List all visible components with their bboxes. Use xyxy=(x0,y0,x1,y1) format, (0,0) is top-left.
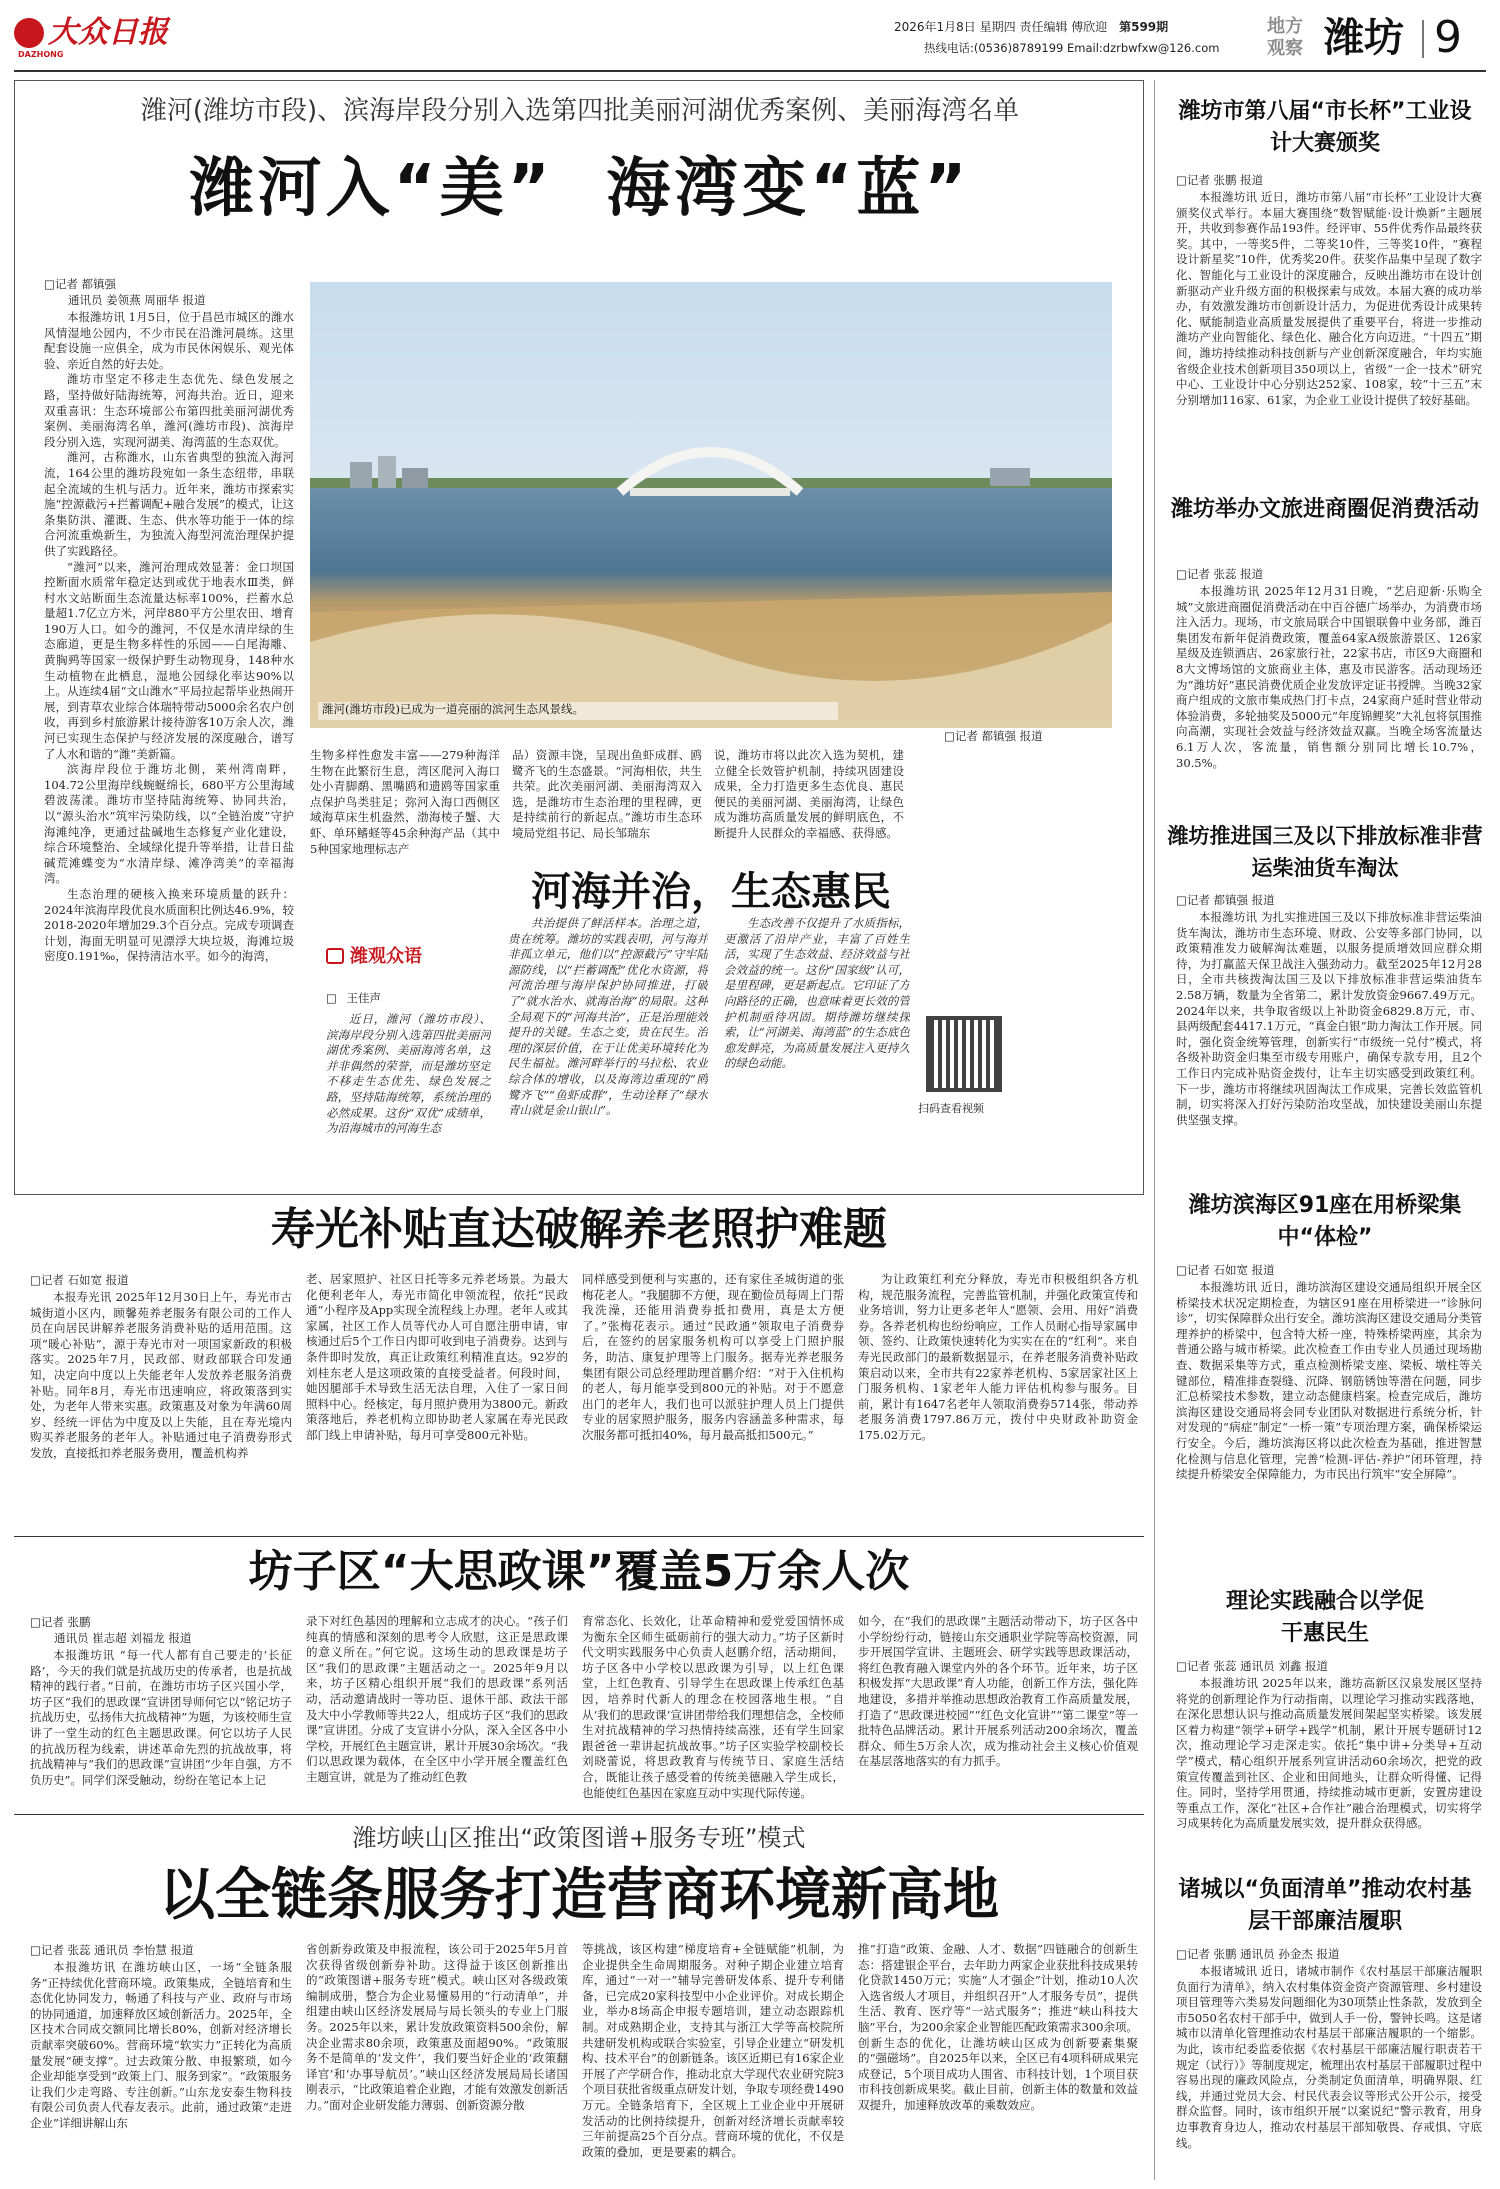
article4-col3-text: 等挑战，该区构建“梯度培育+全链赋能”机制，为企业提供全生命周期服务。对种子期企业建立培育库，通过“一对一”辅导完善研发体系、提升专利储备，已完成20家科技型中小企业评价。对成长期企业，举办8场高企申报专题培训，建立动态跟踪机制。对成熟期企业，支持其与浙江大学等高校院所共建研发机构或联合实验室，引导企业建立“研发机构、技术平台”的创新链条。该区近期已有16家企业开展了产学研合作，推动北京大学现代农业研究院3个项目获批省级重点研发计划，争取专项经费1490万元。全链条培育下，全区规上工业企业中开展研发活动的比例持续提升，创新对经济增长贡献率较三年前提高25个百分点。营商环境的优化，不仅是政策的叠加，更是要素的耦合。 xyxy=(582,1942,844,2159)
comment-tag-label: 潍观众语 xyxy=(350,946,422,967)
photo-caption: 潍河(潍坊市段)已成为一道亮丽的滨河生态风景线。 xyxy=(318,702,838,720)
sidebar-divider xyxy=(1154,80,1155,2180)
contact-line: 热线电话:(0536)8789199 Email:dzrbwfxw@126.com xyxy=(924,41,1220,55)
side3-byline: □记者 都镇强 报道 xyxy=(1176,893,1275,907)
main-col1-p6: 生态治理的硬核入换来环境质量的跃升：2024年滨海岸段优良水质面积比例达46.9%，较2018-2020年增加29.3个百分点。完成专项调查计划，海面无明显可见漂浮大块垃圾，海滩垃圾密度0.191‰，保持清洁水平。如今的海湾， xyxy=(44,886,294,964)
city-name: 潍坊 xyxy=(1324,15,1404,61)
side3-text: 本报潍坊讯 为扎实推进国三及以下排放标准非营运柴油货车淘汰，潍坊市生态环境、财政、公安等多部门协同，以政策精准发力破解淘汰难题，以服务提质增效回应群众期待，为打赢蓝天保卫战注入强劲动力。截至2025年12月28日，全市共核拨淘汰国三及以下排放标准非营运柴油货车2.58万辆，数量为全省第二，累计发放资金9667.49万元。2024年以来，共争取省级以上补助资金6829.8万元，市、县两级配套4417.1万元，“真金白银”助力淘汰工作开展。同时，强化资金统筹管理，创新实行“市级统一兑付”模式，将各级补助资金归集至市级专用账户，确保专款专用，且2个工作日内完成补贴资金拨付，让车主切实感受到政策红利。下一步，潍坊市将继续巩固淘汰工作成果，完善长效监管机制，切实将深入打好污染防治攻坚战，加快建设美丽山东提供坚强支撑。 xyxy=(1176,910,1482,1127)
article3-col3 xyxy=(582,1614,844,1808)
article4-col1-text: 本报潍坊讯 在潍坊峡山区，一场“全链条服务”正持续优化营商环境。政策集成，全链培育和生态优化协同发力，畅通了科技与产业、政府与市场的协同通道，加速释放区域创新活力。2025年，全区技术合同成交额同比增长80%，创新对经济增长贡献率突破60%。营商环境“软实力”正转化为高质量发展“硬支撑”。过去政策分散、申报繁琐，如今企业却能享受到“政策上门、服务到家”。“政策服务让我们少走弯路、专注创新。”山东龙安泰生物科技有限公司负责人代春友表示。此前，通过政策“走进企业”详细讲解山东 xyxy=(30,1960,292,2130)
article3-col1-text: 本报潍坊讯 “每一代人都有自己要走的‘长征路’，今天的我们就是抗战历史的传承者，也是抗战精神的践行者。”日前，在潍坊市坊子区兴国小学，坊子区“我们的思政课”宣讲团导师何它以“铭记坊子抗战历史，弘扬伟大抗战精神”为题，为该校师生宣讲了一堂生动的红色主题思政课。何它以坊子人民的抗战历程为线索，讲述革命先烈的抗战故事，将抗战精神与“我们的思政课”宣讲团“少年自强，方不负历史”。同学们深受触动，纷纷在笔记本上记 xyxy=(30,1648,292,1787)
main-under-col3 xyxy=(714,748,904,858)
side4-byline: □记者 石如宽 报道 xyxy=(1176,1263,1275,1277)
side1-body xyxy=(1176,190,1482,492)
comment-author-name: 王佳声 xyxy=(346,991,382,1005)
article2-col1 xyxy=(30,1290,292,1530)
main-col1-p5: 滨海岸段位于潍坊北侧，莱州湾南畔，104.72公里海岸线蜿蜒绵长，680平方公里海域碧波荡漾。潍坊市坚持陆海统筹、协同共治，以“源头治水”筑牢污染防线，以“全链治废”守护海滩纯净，更通过盐碱地生态修复产业化建设，综合环境整治、全域绿化提升等举措，让昔日盐碱荒滩蝶变为“水清岸绿、滩净湾美”的幸福海湾。 xyxy=(44,762,294,886)
article3-headline: 坊子区“大思政课”覆盖5万余人次 xyxy=(248,1546,910,1597)
section-label-b: 观察 xyxy=(1267,38,1303,59)
article2-col4 xyxy=(858,1272,1138,1530)
main-byline-reporter: □记者 都镇强 xyxy=(44,277,117,291)
river-photo xyxy=(310,282,1112,728)
article4-col4 xyxy=(858,1942,1138,2182)
article3-col2-text: 录下对红色基因的理解和立志成才的决心。“孩子们纯真的情感和深刻的思考令人欣慰，这正是思政课的意义所在。”何它说。这场生动的思政课是坊子区“我们的思政课”主题活动之一。2025年9月以来，坊子区精心组织开展“我们的思政课”系列活动，活动邀请战时一等功臣、退休干部、政法干部及大中小学教师等共22人，组成坊子区“我们的思政课”宣讲团。分成了支宣讲小分队，深入全区各中小学校，开展红色主题宣讲，累计开展30余场次。“我们以思政课为载体，在全区中小学开展全覆盖红色主题宣讲，就是为了推动红色教 xyxy=(306,1614,568,1784)
page-number: 9 xyxy=(1434,12,1462,63)
side4-text: 本报潍坊讯 近日，潍坊滨海区建设交通局组织开展全区桥梁技术状况定期检查，为辖区91座在用桥梁进一“诊脉问诊”，切实保障群众出行安全。潍坊滨海区建设交通局分类管理养护的桥梁中，包含特大桥一座，特殊桥梁两座，其余为普通公路与城市桥梁。此次检查工作由专业人员通过现场勘查、数据采集等方式，重点检测桥梁支座、梁板、墩柱等关键部位，精准排查裂缝、沉降、钢筋锈蚀等潜在问题，同步汇总桥梁技术参数，建立动态健康档案。检查完成后，潍坊滨海区建设交通局将会同专业团队对数据进行系统分析，针对发现的“病症”制定“一桥一策”专项治理方案，确保桥梁运行安全。今后，潍坊滨海区将以此次检查为基础，推进智慧化检测与信息化管理，完善“检测-评估-养护”闭环管理，持续提升桥梁安全保障能力，为市民出行筑牢“安全屏障”。 xyxy=(1176,1280,1482,1482)
side1-byline: □记者 张鹏 报道 xyxy=(1176,173,1264,187)
side2-body xyxy=(1176,584,1482,806)
article4-col4-text: 推”打造“政策、金融、人才、数据”四链融合的创新生态：搭建银企平台，去年助力两家企业获批科技成果转化贷款1450万元；实施“人才强企”计划，推动10人次入选省级人才项目，并组织召开“人才服务专员”，提供生活、教育、医疗等“一站式服务”；推进“峡山科技大脑”平台，为200余家企业智能匹配政策需求300余项。创新生态的优化，让潍坊峡山区成为创新要素集聚的“强磁场”。自2025年以来，全区已有4项科研成果完成登记，5个项目成功人围省、市科技计划，1个项目获市科技创新成果奖。截止目前，创新主体的数量和效益双提升，加速释放改革的乘数效应。 xyxy=(858,1942,1138,2112)
date-text: 2026年1月8日 星期四 责任编辑 傅欣迎 xyxy=(894,20,1108,34)
main-col1-p4: “潍河”以来，潍河治理成效显著：金口坝国控断面水质常年稳定达到或优于地表水Ⅲ类，鲜村水文站断面生态流量达标率100%，拦蓄水总量超1.7亿立方米，河岸880平方公里农田、增育190万人口。如今的潍河，不仅是水清岸绿的生态廊道，更是生物多样性的乐园——白尾海雕、黄胸鹀等国家一级保护野生动物现身，148种水生动植物在此栖息，湿地公园绿化率达90%以上。从连续4届“文山潍水”平局拉起帮毕业热闹开展，到青草农业综合体瑞特带动5000余名农户创收，再到乡村旅游累计接待游客10万余人次，潍河已实现生态保护与经济发展的深度融合，谱写了人水和谐的“潍”美新篇。 xyxy=(44,559,294,761)
main-under-col4 xyxy=(916,748,1112,858)
article2-headline: 寿光补贴直达破解养老照护难题 xyxy=(271,1204,887,1255)
side6-body xyxy=(1176,1964,1482,2182)
main-byline xyxy=(44,276,294,308)
side6-byline: □记者 张鹏 通讯员 孙金杰 报道 xyxy=(1176,1947,1340,1961)
page-divider xyxy=(1422,20,1424,58)
article3-col1 xyxy=(30,1648,292,1808)
comment-col1 xyxy=(326,1012,491,1184)
main-byline-correspondent: 通讯员 姜领燕 周丽华 报道 xyxy=(68,293,206,307)
issue-number: 第599期 xyxy=(1119,20,1169,34)
article3-byline-correspondent: 通讯员 崔志超 刘福龙 报道 xyxy=(54,1631,192,1645)
article2-col4-text: 为让政策红利充分释放，寿光市积极组织各方机构，规范服务流程，完善监管机制，并强化政策宣传和业务培训，努力让更多老年人“愿领、会用、用好”消费券。各养老机构也纷纷响应，工作人员耐心指导家属申领、签约、让政策快速转化为实实在在的“红利”。来自寿光民政部门的最新数据显示，在养老服务消费补贴政策启动以来，全市共有22家养老机构、5家居家社区上门服务机构、1家老年人能力评估机构参与服务。目前，累计有1647名老年人领取消费券5714张，带动养老服务消费1797.86万元，拨付中央财政补助资金175.02万元。 xyxy=(858,1272,1138,1442)
comment-tag xyxy=(326,944,466,972)
article2-col3-text: 同样感受到便利与实惠的，还有家住圣城街道的张梅花老人。“我腿脚不方便，现在勤俭员每周上门帮我洗澡，还能用消费券抵扣费用，真是太方便了。”张梅花表示。通过“民政通”领取电子消费券后，在签约的居家服务机构可以享受上门照护服务，助洁、康复护理等上门服务。据寿光养老服务集团有限公司总经理助理首鹏介绍：“对于入住机构的老人，每月能享受到800元的补贴。对于不愿意出门的老年人，我们也可以派驻护理人员上门提供专业的居家照护服务，服务内容涵盖多种需求，每次服务都可抵扣40%，每月最高抵扣500元。” xyxy=(582,1272,844,1442)
side4-headline: 潍坊滨海区91座在用桥梁集中“体检” xyxy=(1188,1193,1462,1250)
article2-col2-text: 老、居家照护、社区日托等多元养老场景。为最大化便利老年人，寿光市简化申领流程，依托“民政通”小程序及App实现全流程线上办理。老年人或其家属，社区工作人员等代办人可自愿注册申请，审核通过后5个工作日内即可收到电子消费券。达到与条件即时发放，真正让政策红利精准直达。92岁的刘桂东老人是这项政策的直接受益者。何段时间，她因腿部手术导致生活无法自理，入住了一家日间照料中心。经核定，每月照护费用为3800元。新政策落地后，养老机构立即协助老人家属在寿光民政部门线上申请补贴，每月可享受800元补贴。 xyxy=(306,1272,568,1442)
side5-body xyxy=(1176,1676,1482,1866)
article3-col3-text: 育常态化、长效化，让革命精神和爱党爱国情怀成为衡东全区师生砥砺前行的强大动力。”坊子区新时代文明实践服务中心负责人赵鹏介绍，活动期间，坊子区各中小学校以思政课为引导，以上红色课堂，上红色教育、引导学生在思政课上传承红色基因，培养时代新人的理念在校园落地生根。“自从‘我们的思政课’宣讲团带给我们理想信念，全校师生对抗战精神的学习热情持续高涨，还有学生回家跟爸爸一辈讲起抗战故事。”坊子区实验学校副校长刘晓蕾说，将思政教育与传统节日、家庭生活结合，既能让孩子感受着的传统美德融入学生成长，也能使红色基因在家庭互动中实现代际传递。 xyxy=(582,1614,844,1800)
article2-byline: □记者 石如宽 报道 xyxy=(30,1273,129,1287)
comment-col2 xyxy=(508,916,708,1184)
article3-col4-text: 如今，在“我们的思政课”主题活动带动下，坊子区各中小学纷纷行动，链接山东交通职业学院等高校资源，同步开展国学宣讲、主题班会、研学实践等思政课活动，将红色教育融入课堂内外的各个环节。近年来，坊子区积极发挥“大思政课”育人功能，创新工作方法，强化阵地建设，多措并举推动思想政治教育工作高质量发展，打造了“思政课进校园”“红色文化宣讲”“第二课堂”等一批特色品牌活动。累计开展系列活动200余场次，覆盖群众、师生5万余人次，成为推动社会主义核心价值观在基层落地落实的有力抓手。 xyxy=(858,1614,1138,1769)
side6-headline: 诸城以“负面清单”推动农村基层干部廉洁履职 xyxy=(1178,1877,1472,1934)
main-under-col2 xyxy=(512,748,702,858)
side2-byline: □记者 张蕊 报道 xyxy=(1176,567,1264,581)
article3-byline xyxy=(30,1614,191,1646)
main-under-col1 xyxy=(310,748,500,858)
side5-byline: □记者 张蕊 通讯员 刘鑫 报道 xyxy=(1176,1659,1328,1673)
logo-subtitle: DAZHONG xyxy=(18,50,64,59)
masthead xyxy=(14,14,1486,66)
comment-col3 xyxy=(724,916,910,1184)
main-kicker: 潍河(潍坊市段)、滨海岸段分别入选第四批美丽河湖优秀案例、美丽海湾名单 xyxy=(140,96,1020,126)
article4-headline: 以全链条服务打造营商环境新高地 xyxy=(159,1863,999,1928)
main-under-col3-text: 说，潍坊市将以此次入选为契机，建立健全长效管护机制，持续巩固建设成果，全力打造更多生态优良、惠民便民的美丽河湖、美丽海湾，让绿色成为潍坊高质量发展的鲜明底色，不断提升人民群众的幸福感、获得感。 xyxy=(714,748,904,840)
logo-icon xyxy=(14,18,44,48)
article2-col3 xyxy=(582,1272,844,1530)
main-col1 xyxy=(44,310,294,1190)
article4-col2 xyxy=(306,1942,568,2182)
main-col1-p1: 本报潍坊讯 1月5日，位于昌邑市城区的潍水风情湿地公园内，不少市民在沿潍河晨练。这里配套设施一应俱全，成为市民休闲娱乐、观光体验、亲近自然的好去处。 xyxy=(44,310,294,371)
side2-headline: 潍坊举办文旅进商圈促消费活动 xyxy=(1170,497,1479,522)
comment-col2-text: 共治提供了鲜活样本。治理之道，贵在统筹。潍坊的实践表明，河与海并非孤立单元，他们以“控源截污”守牢陆源防线，以“拦蓄调配”优化水资源，将河流治理与海岸保护协同推进，打破了“就水治水、就海治海”的局限。这种全局观下的“河海共治”，正是治理能效提升的关键。生态之变，贵在民生。治理的深层价值，在于让优美环境转化为民生福祉。潍河畔举行的马拉松、农业综合体的增收，以及海湾边重现的“鸥鹭齐飞”“鱼虾成群”，生动诠释了“绿水青山就是金山银山”。 xyxy=(508,916,708,1118)
logo-title: 大众日报 xyxy=(48,15,168,50)
section-label-a: 地方 xyxy=(1267,16,1303,37)
side1-text: 本报潍坊讯 近日，潍坊市第八届“市长杯”工业设计大赛颁奖仪式举行。本届大赛围绕“数智赋能·设计焕新”主题展开，共收到参赛作品193件。经评审、55件优秀作品最终获奖。其中，一等奖5件，二等奖10件，三等奖10件，“赛程设计新星奖”10件，优秀奖20件。获奖作品集中呈现了数字化、智能化与工业设计的深度融合，反映出潍坊市在设计创新驱动产业升级方面的积极探索与成效。本届大赛的成功举办，有效激发潍坊市创新设计活力，为促进优秀设计成果转化、赋能制造业高质量发展提供了重要平台，将进一步推动潍坊产业向智能化、绿色化、融合化方向迈进。“十四五”期间，潍坊持续推动科技创新与产业创新深度融合，年均实施省级企业技术创新项目350项以上，省级“一企一技术”研究中心、工业设计中心分别达252家、108家，较“十三五”末分别增加116家、61家，为企业工业设计提供了较好基础。 xyxy=(1176,190,1482,407)
article2-rule xyxy=(14,1536,1144,1537)
photo-scene xyxy=(310,282,1112,728)
qr-code xyxy=(926,1016,1002,1092)
article4-byline: □记者 张蕊 通讯员 李怡慧 报道 xyxy=(30,1943,194,1957)
date-line xyxy=(894,18,1168,35)
masthead-rule xyxy=(14,70,1486,72)
article4-col3 xyxy=(582,1942,844,2182)
article4-col2-text: 省创新券政策及申报流程，该公司于2025年5月首次获得省级创新券补助。这得益于该区创新推出的“政策图谱+服务专班”模式。峡山区对各级政策编制成册，整合为企业易懂易用的“行动清单”，并组建由峡山区经济发展局与局长领头的专业上门服务。2025年以来，累计发放政策资料500余份，解决企业需求80余项，政策惠及面超90%。“政策服务不是简单的‘发文件’，我们要当好企业的‘政策翻译官’和‘办事导航员’。”峡山区经济发展局局长诸国刚表示，“比政策追着企业跑，才能有效激发创新活力。”面对企业研发能力薄弱、创新资源分散 xyxy=(306,1942,568,2112)
main-under-col2-text: 品）资源丰饶，呈现出鱼虾成群、鸥鹭齐飞的生态盛景。“河海相依，共生共荣。此次美丽河湖、美丽海湾双入选，是潍坊市生态治理的里程碑，更是持续前行的新起点。”潍坊市生态环境局党组书记、局长邹瑞东 xyxy=(512,748,702,840)
article2-col2 xyxy=(306,1272,568,1530)
side3-headline: 潍坊推进国三及以下排放标准非营运柴油货车淘汰 xyxy=(1167,824,1483,880)
main-col1-p2: 潍坊市坚定不移走生态优先、绿色发展之路，坚持做好陆海统筹，河海共治。近日，迎来双重喜讯：生态环境部公布第四批美丽河湖优秀案例、美丽海湾名单，潍河(潍坊市段)、滨海岸段分别入选，实现河湖美、海湾蓝的生态双优。 xyxy=(44,372,294,449)
article3-rule xyxy=(14,1814,1144,1815)
article3-col4 xyxy=(858,1614,1138,1808)
article3-byline-reporter: □记者 张鹏 xyxy=(30,1615,91,1629)
comment-author xyxy=(326,990,381,1006)
side4-body xyxy=(1176,1280,1482,1574)
article4-kicker: 潍坊峡山区推出“政策图谱+服务专班”模式 xyxy=(352,1824,806,1852)
side3-body xyxy=(1176,910,1482,1180)
article3-col2 xyxy=(306,1614,568,1808)
main-col1-p3: 潍河，古称潍水，山东省典型的独流入海河流，164公里的潍坊段宛如一条生态纽带，串联起全流域的生机与活力。近年来，潍坊市探索实施“控源截污+拦蓄调配+融合发展”的模式，让这条集防洪、灌溉、生态、供水等功能于一体的综合河流重焕新生，为独流入海型河流治理保护提供了实践路径。 xyxy=(44,450,294,558)
comment-col1-text: 近日，潍河（潍坊市段）、滨海岸段分别入选第四批美丽河湖优秀案例、美丽海湾名单，这并非偶然的荣誉，而是潍坊坚定不移走生态优先、绿色发展之路，坚持陆海统筹，系统治理的必然成果。这份“双优”成绩单，为沿海城市的河海生态 xyxy=(326,1012,491,1136)
main-headline: 潍河入“美” 海湾变“蓝” xyxy=(189,152,971,226)
article4-col1 xyxy=(30,1960,292,2182)
qr-caption: 扫码查看视频 xyxy=(918,1102,984,1115)
speech-bubble-icon xyxy=(326,948,344,964)
photo-credit: □记者 都镇强 报道 xyxy=(944,729,1043,743)
comment-col3-text: 生态改善不仅提升了水质指标，更激活了沿岸产业，丰富了百姓生活，实现了生态效益、经济效益与社会效益的统一。这份“国家级”认可，是里程碑，更是新起点。它印证了方向路径的正确，也意味着更长效的管护机制亟待巩固。期待潍坊继续探索，让“河湖美、海湾蓝”的生态底色愈发鲜亮，为高质量发展注入更持久的绿色动能。 xyxy=(724,916,910,1071)
side6-text: 本报诸城讯 近日，诸城市制作《农村基层干部廉洁履职负面行为清单》，纳入农村集体资金资产资源管理、乡村建设项目管理等六类易发问题细化为30项禁止性条款，发放到全市5050名农村干部手中，做到人手一份，警钟长鸣。这是诸城市以清单化管理推动农村基层干部廉洁履职的一个缩影。为此，该市纪委监委依据《农村基层干部廉洁履行职责若干规定（试行）》等制度规定，梳理出农村基层干部履职过程中容易出现的廉政风险点，分类制定负面清单，明确界限、红线，并通过党员大会、村民代表会议等形式公开公示，接受群众监督。同时，该市组织开展“以案说纪”警示教育，用身边事教育身边人，推动农村基层干部知敬畏、存戒惧、守底线。 xyxy=(1176,1964,1482,2150)
comment-title: 河海并治，生态惠民 xyxy=(531,869,891,915)
section-badge xyxy=(1262,16,1308,60)
side2-text: 本报潍坊讯 2025年12月31日晚，“艺启迎新·乐购全城”文旅进商圈促消费活动在中百谷德广场举办，为消费市场注入活力。现场，市文旅局联合中国银联鲁中业务部，潍百集团发布新年促消费政策，覆盖64家A级旅游景区、126家星级及连锁酒店、26家旅行社，22家书店，市区9大商圈和8大文博场馆的文旅商业主体，惠及市民游客。活动现场还为“潍坊好”惠民消费优质企业发放评定证书授牌。当晚32家商户组成的文旅市集成热门打卡点，24家商户延时营业带动体验消费，多轮抽奖及5000元“年度锦鲤奖”大礼包将氛围推向高潮，实现社会效益与经济效益双赢。当晚全场客流量达6.1万人次，客流量，销售额分别同比增长10.7%，30.5%。 xyxy=(1176,584,1482,770)
main-under-col1-text: 生物多样性愈发丰富——279种海洋生物在此繁衍生息，湾区爬河入海口处小青脚鹬、黑嘴鸥和遗鸥等国家重点保护鸟类驻足；弥河入海口西侧区域海草床生机盎然，渤海棱子蟹、大虾、单环鳍蛏等45余种海产品（其中5种国家地理标志产 xyxy=(310,748,500,856)
article2-col1-text: 本报寿光讯 2025年12月30日上午，寿光市古城街道小区内，顾馨苑养老服务有限公司的工作人员在向居民讲解养老服务消费补贴的适用范围。这项“暖心补贴”，源于寿光市对一项国家新政的积极落实。2025年7月，民政部、财政部联合印发通知，决定向中度以上失能老年人发放养老服务消费补贴。同年8月，寿光市迅速响应，将政策落到实处，为老年人带来实惠。政策惠及对象为年满60周岁、经统一评估为中度及以上失能，且在寿光境内购买养老服务的老年人。补贴通过电子消费券形式发放，直接抵扣养老服务费用，覆盖机构养 xyxy=(30,1290,292,1460)
side5-headline: 理论实践融合以学促干惠民生 xyxy=(1225,1589,1424,1646)
side5-text: 本报潍坊讯 2025年以来，潍坊高新区汉泉发展区坚持将党的创新理论作为行动指南，以理论学习推动实践落地，在深化思想认识与推动高质量发展间架起坚实桥梁。该发展区着力构建“领学+研学+践学”机制，累计开展专题研讨12次，推动理论学习走深走实。依托“集中讲+分类导+互动学”模式，精心组织开展系列宣讲活动60余场次，把党的政策宣传覆盖到社区、企业和田间地头，让群众听得懂、记得住。同时，坚持学用贯通，持续推动城市更新，安置房建设等重点工作，深化“社区+合作社”融合治理模式，切实将学习成果转化为高质量发展实效，提升群众获得感。 xyxy=(1176,1676,1482,1831)
comment-author-box: □ xyxy=(326,991,337,1005)
side1-headline: 潍坊市第八届“市长杯”工业设计大赛颁奖 xyxy=(1178,99,1472,156)
